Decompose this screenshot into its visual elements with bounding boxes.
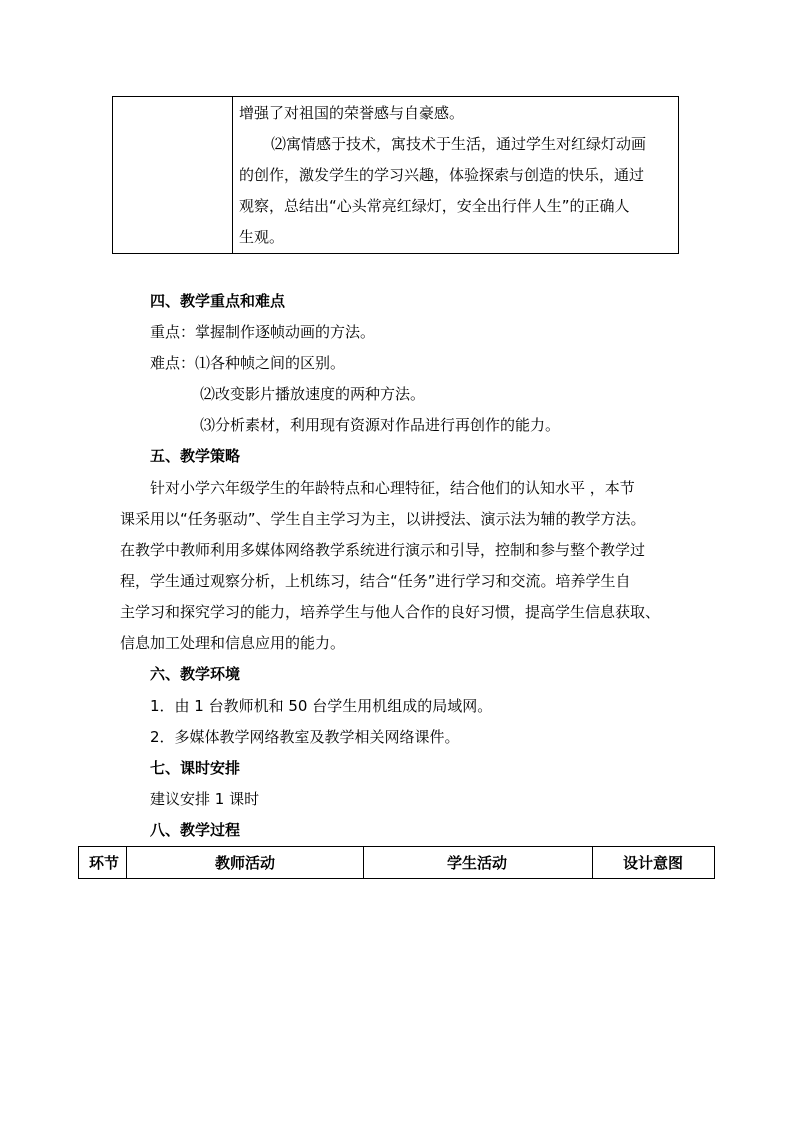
strategy-paragraph-line: 主学习和探究学习的能力，培养学生与他人合作的良好习惯，提高学生信息获取、	[120, 603, 661, 621]
table-text-line: ⑵寓情感于技术，寓技术于生活，通过学生对红绿灯动画	[271, 135, 647, 153]
difficulty-text: ⑶分析素材，利用现有资源对作品进行再创作的能力。	[200, 416, 561, 434]
strategy-paragraph-line: 信息加工处理和信息应用的能力。	[120, 634, 346, 652]
table-column-divider	[592, 847, 593, 878]
section-heading-strategy: 五、教学策略	[150, 447, 241, 465]
table-column-divider	[232, 97, 233, 253]
section-heading-environment: 六、教学环境	[150, 665, 241, 683]
table-header-design-intent: 设计意图	[623, 854, 684, 872]
environment-item: 2．多媒体教学网络教室及教学相关网络课件。	[150, 728, 460, 746]
table-header-teacher-activity: 教师活动	[215, 854, 276, 872]
objectives-table-continuation	[112, 96, 679, 254]
difficulty-text: ⑵改变影片播放速度的两种方法。	[200, 385, 426, 403]
table-header-stage: 环节	[89, 854, 120, 872]
difficulty-text: 难点：⑴各种帧之间的区别。	[150, 354, 346, 372]
strategy-paragraph-line: 课采用以“任务驱动”、学生自主学习为主，以讲授法、演示法为辅的教学方法。	[120, 510, 646, 528]
teaching-process-table	[78, 846, 715, 879]
table-column-divider	[363, 847, 364, 878]
section-heading-schedule: 七、课时安排	[150, 759, 241, 777]
table-header-student-activity: 学生活动	[447, 854, 508, 872]
table-text-line: 生观。	[239, 228, 285, 246]
table-text-line: 增强了对祖国的荣誉感与自豪感。	[239, 104, 465, 122]
schedule-text: 建议安排 1 课时	[150, 790, 260, 808]
table-text-line: 的创作，激发学生的学习兴趣，体验探索与创造的快乐，通过	[239, 166, 645, 184]
table-text-line: 观察，总结出“心头常亮红绿灯，安全出行伴人生”的正确人	[239, 197, 630, 215]
section-heading-process: 八、教学过程	[150, 821, 241, 839]
strategy-paragraph-line: 在教学中教师利用多媒体网络教学系统进行演示和引导，控制和参与整个教学过	[120, 541, 646, 559]
strategy-paragraph-line: 程，学生通过观察分析，上机练习，结合“任务”进行学习和交流。培养学生自	[120, 572, 631, 590]
environment-item: 1．由 1 台教师机和 50 台学生用机组成的局域网。	[150, 697, 493, 715]
strategy-paragraph-line: 针对小学六年级学生的年龄特点和心理特征，结合他们的认知水平 ，本节	[150, 479, 635, 497]
section-heading-key-points: 四、教学重点和难点	[150, 292, 286, 310]
table-column-divider	[126, 847, 127, 878]
key-point-text: 重点：掌握制作逐帧动画的方法。	[150, 323, 376, 341]
